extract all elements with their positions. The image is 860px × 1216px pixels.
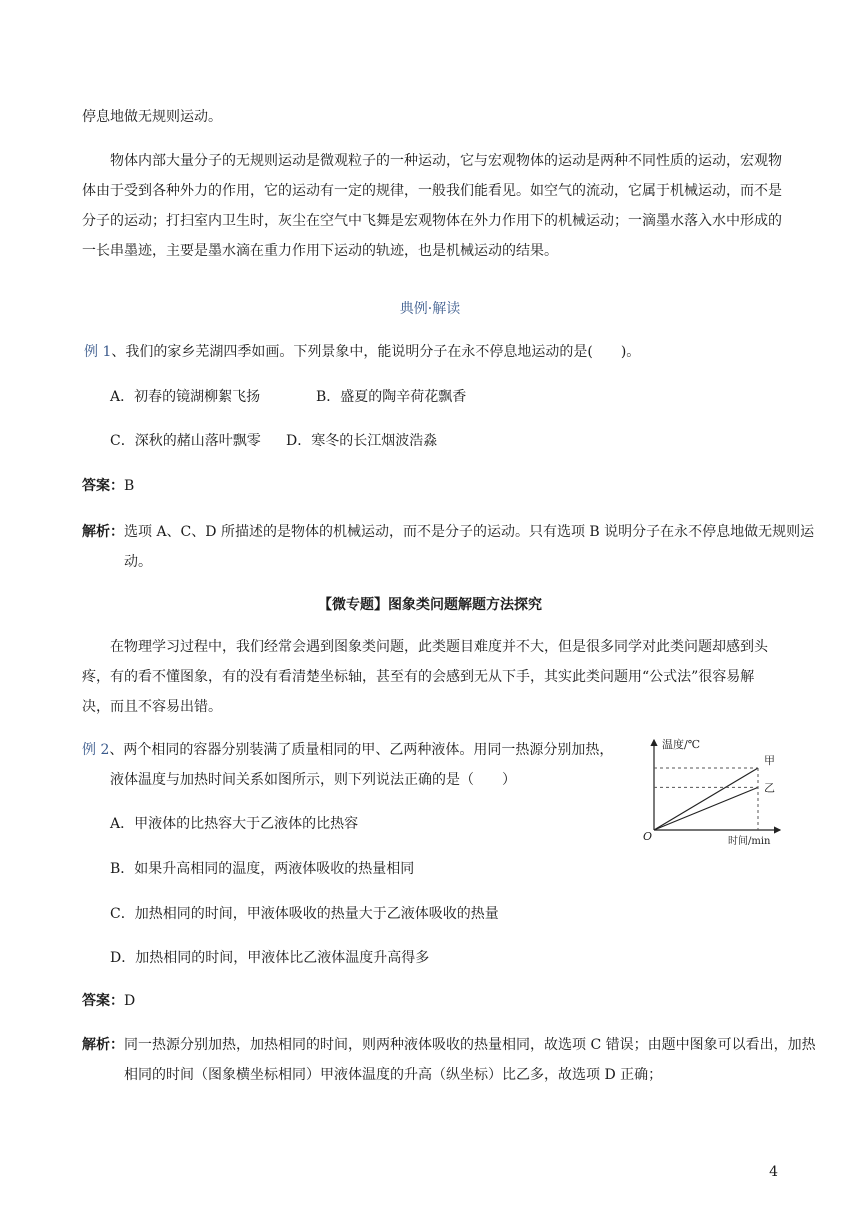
paragraph-micro-topic: 在物理学习过程中，我们经常会遇到图象类问题，此类题目难度并不大，但是很多同学对此类问题却感到头疼，有的看不懂图象，有的没有看清楚坐标轴，甚至有的会感到无从下手，其实此类问题用“公式法”很容易解决，而且不容易出错。 [82,639,768,715]
example1-answer-label: 答案： [82,478,124,494]
section-title: 典例·解读 [399,301,461,317]
example1-answer-value: B [124,478,135,494]
example1-answer [82,474,134,498]
series-label-2: 乙 [764,781,775,795]
example2-analysis-text: 同一热源分别加热，加热相同的时间，则两种液体吸收的热量相同，故选项 C 错误；由题中图象可以看出，加热相同的时间（图象横坐标相同）甲液体温度的升高（纵坐标）比乙多，故选项 D 正确； [124,1037,816,1083]
temperature-time-chart [640,730,790,850]
paragraph-intro-end: 停息地做无规则运动。 [82,109,222,125]
example1-option-a: A．初春的镜湖柳絮飞扬 [110,389,261,405]
example1-option-d: D．寒冬的长江烟波浩淼 [286,433,438,449]
example2-analysis-label: 解析： [82,1037,124,1053]
example2-question-line2: 液体温度与加热时间关系如图所示，则下列说法正确的是（ ） [110,772,516,788]
example1-analysis [82,517,824,577]
origin-label: O [643,830,653,843]
example2-option-d: D．加热相同的时间，甲液体比乙液体温度升高得多 [110,950,430,966]
example2-option-a: A．甲液体的比热容大于乙液体的比热容 [110,816,359,832]
example2-analysis [82,1030,824,1090]
example2-answer-label: 答案： [82,993,124,1009]
paragraph-molecular-motion: 物体内部大量分子的无规则运动是微观粒子的一种运动，它与宏观物体的运动是两种不同性质的运动，宏观物体由于受到各种外力的作用，它的运动有一定的规律，一般我们能看见。如空气的流动，它属于机械运动，而不是分子的运动；打扫室内卫生时，灰尘在空气中飞舞是宏观物体在外力作用下的机械运动；一滴墨水落入水中形成的一长串墨迹，主要是墨水滴在重力作用下运动的轨迹，也是机械运动的结果。 [82,153,782,259]
example1-label: 例 1 [84,344,112,360]
series-line-2 [654,787,758,830]
micro-topic-title: 【微专题】图象类问题解题方法探究 [318,597,542,613]
y-axis-label: 温度/℃ [662,738,701,751]
example1-option-c: C．深秋的赭山落叶飘零 [110,433,261,449]
example2-question-text-1: 、两个相同的容器分别装满了质量相同的甲、乙两种液体。用同一热源分别加热， [109,742,614,758]
example2-option-b: B．如果升高相同的温度，两液体吸收的热量相同 [110,861,415,877]
example2-label: 例 2 [82,742,110,758]
page-number: 4 [769,1164,778,1180]
example1-option-b: B．盛夏的陶辛荷花飘香 [316,389,467,405]
example1-question-text: 、我们的家乡芜湖四季如画。下列景象中，能说明分子在永不停息地运动的是( )。 [111,344,641,360]
example1-analysis-text: 选项 A、C、D 所描述的是物体的机械运动，而不是分子的运动。只有选项 B 说明分子在永不停息地做无规则运动。 [124,524,815,570]
example2-question-line1 [82,738,613,762]
example1-question [84,340,640,364]
example1-analysis-label: 解析： [82,524,124,540]
x-axis-label: 时间/min [728,836,771,847]
example2-answer [82,989,135,1013]
example2-option-c: C．加热相同的时间，甲液体吸收的热量大于乙液体吸收的热量 [110,906,499,922]
example2-answer-value: D [124,993,136,1009]
series-label-1: 甲 [764,754,775,767]
series-line-1 [654,768,758,830]
